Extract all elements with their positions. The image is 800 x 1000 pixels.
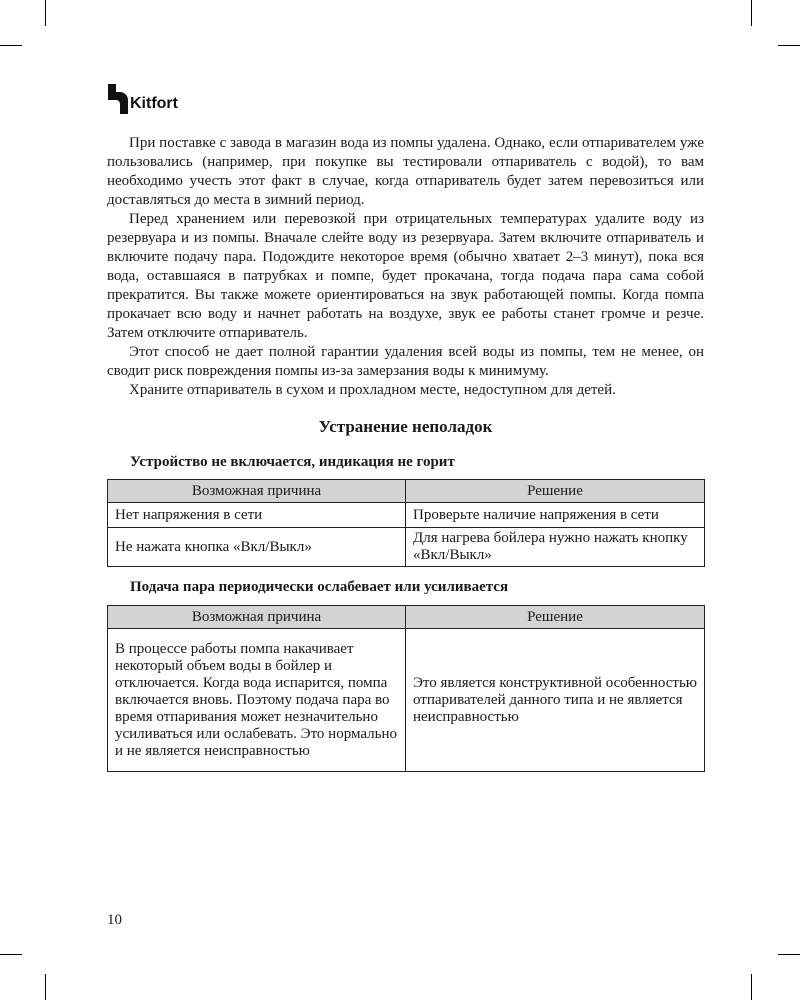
- solution-cell: Это является конструктивной особенностью отпаривателей данного типа и не является неисправностью: [406, 629, 705, 772]
- table-row: [108, 503, 705, 528]
- solution-cell: Проверьте наличие напряжения в сети: [406, 503, 705, 528]
- table-row: [108, 629, 705, 772]
- table-header-row: [108, 606, 705, 629]
- crop-mark: [45, 0, 46, 26]
- brand-logo: [106, 84, 178, 114]
- cause-cell: В процессе работы помпа накачивает некоторый объем воды в бойлер и отключается. Когда вода испарится, помпа включается вновь. Поэтому подача пара во время отпаривания может незначительно усиливаться или ослабевать. Это нормально и не является неисправностью: [108, 629, 406, 772]
- crop-mark: [45, 974, 46, 1000]
- paragraph: Этот способ не дает полной гарантии удаления всей воды из помпы, тем не менее, он сводит риск повреждения помпы из-за замерзания воды к минимуму.: [107, 344, 704, 379]
- crop-mark: [0, 45, 22, 46]
- paragraph: Перед хранением или перевозкой при отрицательных температурах удалите воду из резервуара и из помпы. Вначале слейте воду из резервуара. Затем включите отпариватель и включите подачу пара. Подождите некоторое время (обычно хватает 2–3 минут), пока вся вода, оставшаяся в патрубках и помпе, будет прокачана, тогда подача пара сама собой прекратится. Вы также можете ориентироваться на звук работающей помпы. Когда помпа прокачает всю воду и начнет работать на воздухе, звук ее работы станет громче и резче. Затем отключите отпариватель.: [107, 211, 704, 341]
- table-row: [108, 528, 705, 567]
- table-header-row: [108, 480, 705, 503]
- troubleshooting-table: [107, 479, 705, 567]
- solution-cell: Для нагрева бойлера нужно нажать кнопку «Вкл/Выкл»: [406, 528, 705, 567]
- page-number: 10: [107, 912, 122, 928]
- troubleshooting-table: [107, 605, 705, 772]
- brand-name: Kitfort: [130, 95, 178, 112]
- crop-mark: [778, 954, 800, 955]
- paragraph: Храните отпариватель в сухом и прохладном месте, недоступном для детей.: [129, 382, 616, 398]
- crop-mark: [751, 974, 752, 1000]
- cause-cell: Нет напряжения в сети: [108, 503, 406, 528]
- kitfort-logo-icon: [106, 84, 128, 114]
- problem-heading: Устройство не включается, индикация не горит: [130, 454, 455, 470]
- cause-cell: Не нажата кнопка «Вкл/Выкл»: [108, 528, 406, 567]
- section-title: Устранение неполадок: [318, 417, 493, 436]
- column-header-cause: Возможная причина: [108, 606, 406, 629]
- paragraph: При поставке с завода в магазин вода из помпы удалена. Однако, если отпаривателем уже пользовались (например, при покупке вы тестировали отпариватель с водой), то вам необходимо учесть этот факт в случае, когда отпариватель будет затем перевозиться или доставляться до места в зимний период.: [107, 135, 704, 208]
- crop-mark: [778, 45, 800, 46]
- column-header-solution: Решение: [406, 480, 705, 503]
- body-text: [107, 134, 704, 400]
- crop-mark: [751, 0, 752, 26]
- column-header-solution: Решение: [406, 606, 705, 629]
- column-header-cause: Возможная причина: [108, 480, 406, 503]
- problem-heading: Подача пара периодически ослабевает или усиливается: [130, 579, 509, 595]
- crop-mark: [0, 954, 22, 955]
